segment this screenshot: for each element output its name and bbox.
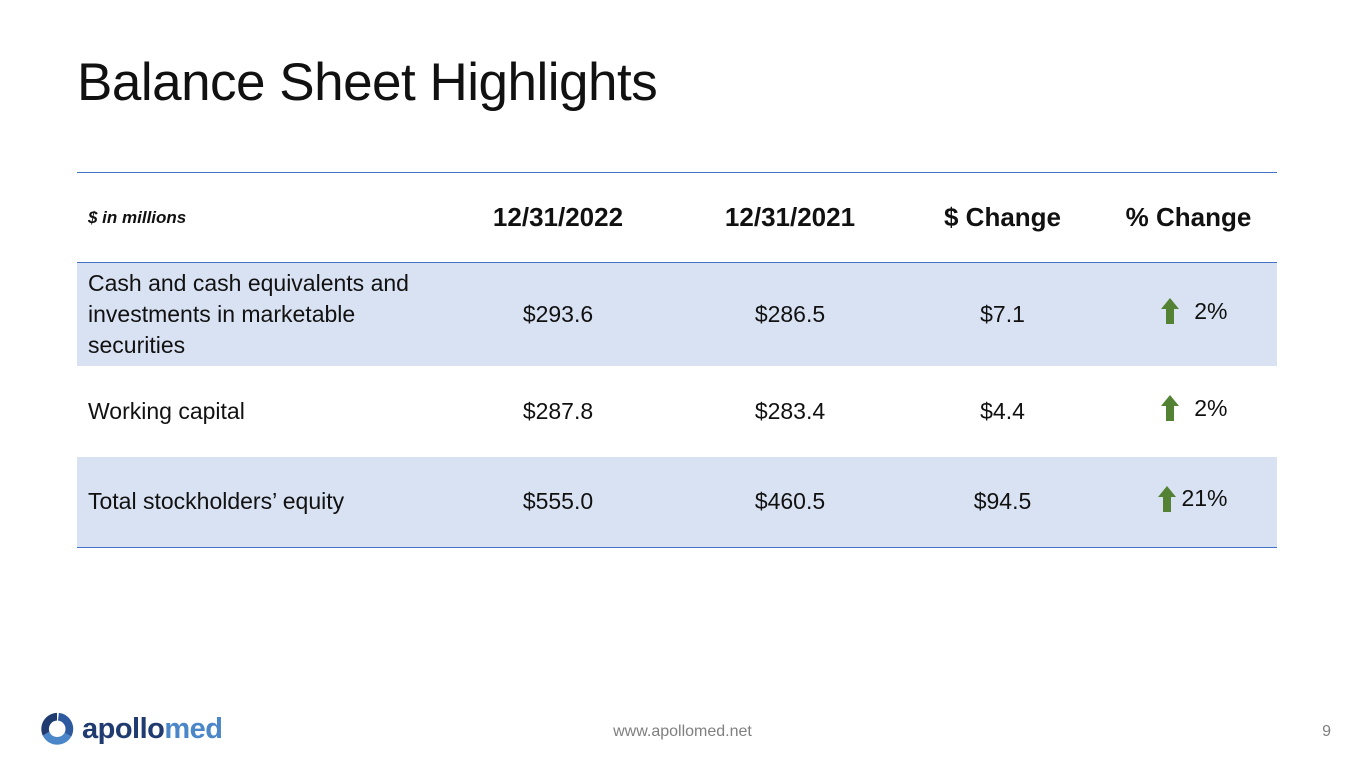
- table-row: [77, 457, 1277, 548]
- up-arrow-icon: [1157, 485, 1177, 513]
- table-row: [77, 366, 1277, 457]
- value-2021: $283.4: [754, 397, 826, 424]
- row-label: Cash and cash equivalents and investments in marketable securities: [88, 269, 409, 358]
- value-2022: $555.0: [522, 488, 594, 515]
- row-label: Total stockholders’ equity: [88, 488, 345, 515]
- percent-change-cell: [1100, 366, 1277, 457]
- dollar-change: $4.4: [980, 397, 1025, 424]
- units-label: $ in millions: [88, 207, 187, 227]
- up-arrow-icon: [1160, 394, 1180, 422]
- table-row: [77, 263, 1277, 366]
- table-header-row: [77, 173, 1277, 263]
- value-2021: $286.5: [754, 300, 826, 327]
- value-2021: $460.5: [754, 488, 826, 515]
- dollar-change: $94.5: [973, 488, 1032, 515]
- percent-change-cell: [1100, 263, 1277, 366]
- page-number: 9: [1322, 723, 1331, 740]
- header-2022: 12/31/2022: [492, 202, 624, 232]
- slide-title: Balance Sheet Highlights: [77, 53, 658, 112]
- header-percent-change: % Change: [1125, 202, 1252, 232]
- percent-change: 2%: [1194, 394, 1228, 421]
- value-2022: $287.8: [522, 397, 594, 424]
- logo-text-part1: apollo: [82, 712, 165, 745]
- balance-sheet-table-container: [77, 172, 1277, 548]
- header-dollar-change: $ Change: [943, 202, 1062, 232]
- dollar-change: $7.1: [980, 300, 1025, 327]
- balance-sheet-table: [77, 172, 1277, 548]
- percent-change: 2%: [1194, 297, 1228, 324]
- percent-change-cell: [1100, 457, 1277, 548]
- row-label: Working capital: [88, 397, 245, 424]
- up-arrow-icon: [1160, 297, 1180, 325]
- header-2021: 12/31/2021: [724, 202, 856, 232]
- value-2022: $293.6: [522, 300, 594, 327]
- logo-text-part2: med: [164, 712, 223, 745]
- footer-url: www.apollomed.net: [613, 723, 752, 740]
- percent-change: 21%: [1181, 485, 1228, 512]
